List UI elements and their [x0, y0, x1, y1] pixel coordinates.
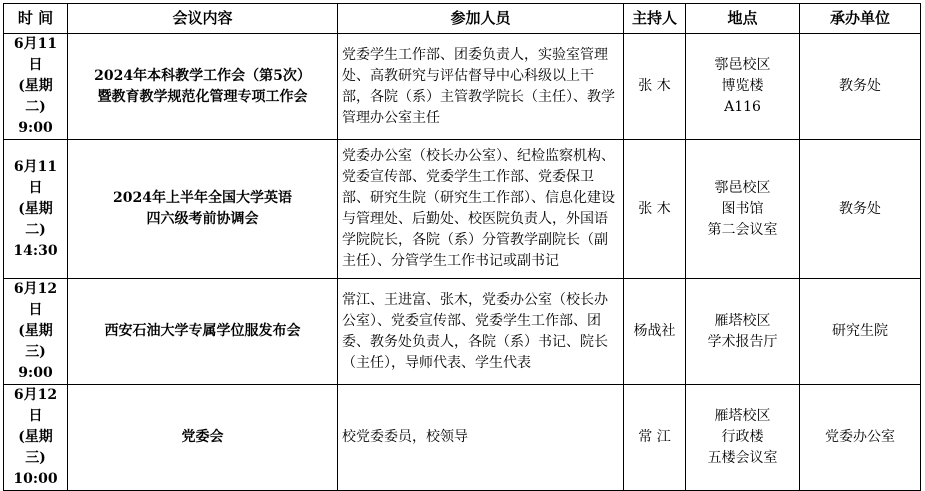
time-clock: 10:00: [13, 471, 58, 487]
host-cell: 常 江: [624, 385, 686, 491]
attendees-cell: 党委学生工作部、团委负责人，实验室管理处、高教研究与评估督导中心科级以上干部，各院（系）主管教学院长（主任）、教学管理办公室主任: [338, 34, 624, 140]
topic-cell: [68, 385, 338, 491]
header-host: 主持人: [624, 4, 686, 34]
header-attendees: 参加人员: [338, 4, 624, 34]
place-line: 博览楼: [721, 78, 764, 94]
attendees-cell: 校党委委员，校领导: [338, 385, 624, 491]
table-row: [4, 140, 921, 279]
time-date: 6月12日: [13, 387, 58, 424]
header-time: 时 间: [4, 4, 68, 34]
time-date: 6月11日: [13, 158, 58, 196]
topic-line: 四六级考前协调会: [146, 211, 259, 227]
place-line: 雁塔校区: [714, 312, 771, 329]
org-cell: 研究生院: [800, 279, 921, 385]
host-cell: 杨战社: [624, 279, 686, 385]
attendees-cell: 党委办公室（校长办公室）、纪检监察机构、党委宣传部、党委学生工作部、党委保卫部、研究生院（研究生工作部）、信息化建设与管理处、后勤处、校医院负责人，外国语学院院长，各院（系）分管教学副院长（副主任）、分管学生工作书记或副书记: [338, 140, 624, 279]
table-row: [4, 279, 921, 385]
place-cell: [686, 279, 800, 385]
time-weekday: (星期三): [18, 429, 53, 466]
topic-cell: [68, 34, 338, 140]
time-weekday: (星期三): [18, 323, 53, 360]
topic-cell: [68, 140, 338, 279]
time-cell: [4, 279, 68, 385]
table-header-row: [4, 4, 921, 34]
place-line: 第二会议室: [707, 221, 778, 238]
topic-line: 2024年上半年全国大学英语: [113, 190, 292, 206]
time-cell: [4, 34, 68, 140]
meeting-schedule-table: [3, 3, 921, 491]
topic-line: 党委会: [181, 429, 224, 445]
topic-line: 西安石油大学专属学位服发布会: [104, 323, 301, 339]
time-weekday: (星期二): [18, 78, 53, 115]
header-org: 承办单位: [800, 4, 921, 34]
topic-cell: [68, 279, 338, 385]
topic-line: 暨教育教学规范化管理专项工作会: [97, 88, 308, 105]
topic-line: 2024年本科教学工作会（第5次）: [94, 67, 311, 84]
time-date: 6月12日: [13, 281, 58, 318]
place-cell: [686, 140, 800, 279]
place-cell: [686, 34, 800, 140]
place-cell: [686, 385, 800, 491]
time-clock: 9:00: [18, 365, 53, 381]
place-line: 雁塔校区: [714, 408, 771, 424]
org-cell: 党委办公室: [800, 385, 921, 491]
place-line: 鄠邑校区: [714, 179, 771, 196]
time-weekday: (星期二): [18, 200, 53, 238]
host-cell: 张 木: [624, 140, 686, 279]
time-cell: [4, 140, 68, 279]
place-line: 鄠邑校区: [714, 57, 771, 73]
time-clock: 9:00: [18, 120, 53, 136]
place-line: 图书馆: [721, 200, 764, 217]
table-row: [4, 34, 921, 140]
host-cell: 张 木: [624, 34, 686, 140]
header-topic: 会议内容: [68, 4, 338, 34]
org-cell: 教务处: [800, 34, 921, 140]
place-line: 五楼会议室: [707, 450, 778, 466]
table-row: [4, 385, 921, 491]
attendees-cell: 常江、王进富、张木，党委办公室（校长办公室）、党委宣传部、党委学生工作部、团委、教务处负责人，各院（系）书记、院长（主任），导师代表、学生代表: [338, 279, 624, 385]
place-line: 行政楼: [721, 429, 764, 445]
place-line: A116: [724, 99, 761, 115]
time-cell: [4, 385, 68, 491]
time-date: 6月11日: [13, 36, 58, 73]
place-line: 学术报告厅: [707, 333, 778, 350]
org-cell: 教务处: [800, 140, 921, 279]
time-clock: 14:30: [13, 242, 58, 259]
header-place: 地点: [686, 4, 800, 34]
